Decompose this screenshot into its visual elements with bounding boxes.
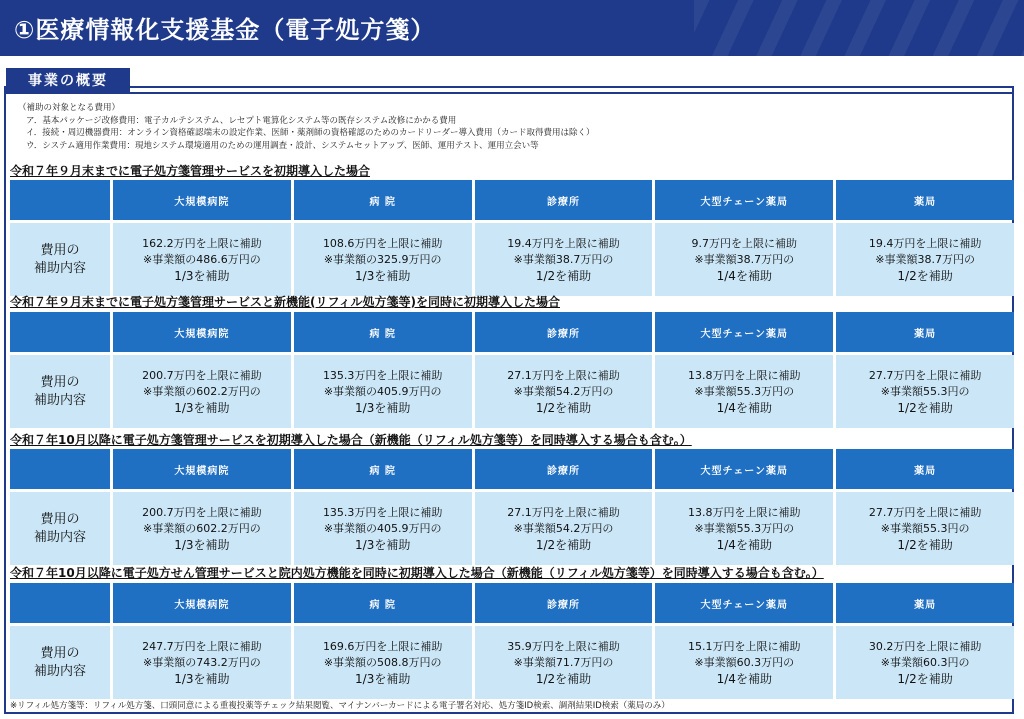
- base-text: ※事業額の508.8万円の: [323, 655, 442, 669]
- subsidy-cell: [113, 492, 291, 565]
- cap-text: 200.7万円を上限に補助: [142, 368, 262, 382]
- subsidy-table: [10, 449, 1014, 565]
- cap-text: 15.1万円を上限に補助: [688, 639, 801, 653]
- cap-text: 13.8万円を上限に補助: [688, 368, 801, 382]
- base-text: ※事業額の602.2万円の: [143, 384, 261, 398]
- page-title: ①医療情報化支援基金（電子処方箋）: [14, 16, 436, 44]
- rate-text: 1/2を補助: [535, 537, 592, 552]
- column-header: 大型チェーン薬局: [655, 180, 833, 220]
- base-text: ※事業額の405.9万円の: [323, 384, 442, 398]
- row-label: [10, 492, 110, 565]
- table-corner: [10, 180, 110, 220]
- cap-text: 162.2万円を上限に補助: [142, 236, 262, 250]
- column-header: 大型チェーン薬局: [655, 449, 833, 489]
- base-text: ※事業額38.7万円の: [513, 252, 614, 266]
- column-header: 大規模病院: [113, 449, 291, 489]
- subsidy-table: [10, 312, 1014, 428]
- cap-text: 19.4万円を上限に補助: [868, 236, 982, 250]
- column-header: 大型チェーン薬局: [655, 583, 833, 623]
- cap-text: 9.7万円を上限に補助: [691, 236, 798, 250]
- cap-text: 27.7万円を上限に補助: [868, 368, 982, 382]
- column-header: 大型チェーン薬局: [655, 312, 833, 352]
- rate-text: 1/3を補助: [174, 537, 230, 552]
- rate-text: 1/4を補助: [716, 537, 772, 552]
- rate-text: 1/2を補助: [897, 400, 953, 415]
- base-text: ※事業額55.3円の: [880, 521, 970, 535]
- rate-text: 1/3を補助: [174, 671, 230, 686]
- table-corner: [10, 583, 110, 623]
- title-decoration: [694, 0, 1024, 56]
- rate-text: 1/2を補助: [535, 400, 592, 415]
- cap-text: 27.1万円を上限に補助: [507, 368, 620, 382]
- base-text: ※事業額38.7万円の: [694, 252, 795, 266]
- subsidy-cell: [113, 355, 291, 428]
- column-header: 薬局: [836, 312, 1014, 352]
- subsidy-cell: [836, 223, 1014, 296]
- column-header: 病 院: [294, 583, 472, 623]
- section-tab: 事業の概要: [6, 68, 130, 94]
- base-text: ※事業額71.7万円の: [513, 655, 614, 669]
- row-label: [10, 355, 110, 428]
- table-corner: [10, 312, 110, 352]
- cap-text: 247.7万円を上限に補助: [142, 639, 262, 653]
- rate-text: 1/3を補助: [174, 400, 230, 415]
- section-heading: 令和７年９月末までに電子処方箋管理サービスと新機能(リフィル処方箋等)を同時に初期導入した場合: [10, 295, 561, 309]
- row-label: [10, 626, 110, 699]
- column-header: 大規模病院: [113, 180, 291, 220]
- rate-text: 1/4を補助: [716, 400, 772, 415]
- base-text: ※事業額60.3円の: [880, 655, 970, 669]
- rate-text: 1/3を補助: [355, 671, 411, 686]
- row-label-line: 費用の: [40, 374, 80, 390]
- cap-text: 13.8万円を上限に補助: [688, 505, 801, 519]
- column-header: 薬局: [836, 449, 1014, 489]
- column-header: 診療所: [475, 449, 653, 489]
- table-corner: [10, 449, 110, 489]
- rate-text: 1/3を補助: [355, 268, 411, 283]
- subsidy-table: [10, 583, 1014, 699]
- subsidy-cell: [113, 223, 291, 296]
- tab-underline: [130, 92, 1014, 94]
- cap-text: 135.3万円を上限に補助: [322, 368, 443, 382]
- subsidy-table: [10, 180, 1014, 296]
- subsidy-cell: [655, 355, 833, 428]
- base-text: ※事業額54.2万円の: [513, 521, 614, 535]
- base-text: ※事業額の325.9万円の: [323, 252, 442, 266]
- subsidy-cell: [655, 492, 833, 565]
- subsidy-cell: [294, 355, 472, 428]
- cap-text: 27.7万円を上限に補助: [868, 505, 982, 519]
- rate-text: 1/2を補助: [897, 268, 953, 283]
- column-header: 病 院: [294, 180, 472, 220]
- rate-text: 1/4を補助: [716, 268, 772, 283]
- column-header: 診療所: [475, 180, 653, 220]
- section-heading: 令和７年９月末までに電子処方箋管理サービスを初期導入した場合: [10, 164, 371, 178]
- rate-text: 1/4を補助: [716, 671, 772, 686]
- rate-text: 1/3を補助: [174, 268, 230, 283]
- row-label: [10, 223, 110, 296]
- base-text: ※事業額54.2万円の: [513, 384, 614, 398]
- column-header: 診療所: [475, 312, 653, 352]
- subsidy-cell: [475, 355, 653, 428]
- column-header: 病 院: [294, 449, 472, 489]
- eligible-costs-notes: [18, 102, 595, 152]
- subsidy-cell: [294, 223, 472, 296]
- cap-text: 35.9万円を上限に補助: [507, 639, 620, 653]
- notes-heading: （補助の対象となる費用）: [18, 103, 121, 113]
- title-bar: [0, 0, 1024, 56]
- subsidy-cell: [655, 223, 833, 296]
- notes-item: ウ．システム適用作業費用：現地システム環境適用のための運用調査・設計、システムセットアップ、医師、運用テスト、運用立会い等: [26, 140, 539, 151]
- base-text: ※事業額の602.2万円の: [143, 521, 261, 535]
- notes-item: ア．基本パッケージ改修費用：電子カルテシステム、レセプト電算化システム等の既存システム改修にかかる費用: [26, 115, 457, 126]
- rate-text: 1/2を補助: [897, 537, 953, 552]
- cap-text: 27.1万円を上限に補助: [507, 505, 620, 519]
- base-text: ※事業額の486.6万円の: [143, 252, 261, 266]
- base-text: ※事業額55.3万円の: [694, 521, 795, 535]
- subsidy-cell: [836, 626, 1014, 699]
- base-text: ※事業額38.7万円の: [875, 252, 975, 266]
- column-header: 薬局: [836, 583, 1014, 623]
- subsidy-cell: [475, 492, 653, 565]
- base-text: ※事業額55.3万円の: [694, 384, 795, 398]
- column-header: 病 院: [294, 312, 472, 352]
- row-label-line: 補助内容: [33, 663, 86, 679]
- subsidy-cell: [294, 492, 472, 565]
- column-header: 大規模病院: [113, 312, 291, 352]
- cap-text: 135.3万円を上限に補助: [322, 505, 443, 519]
- cap-text: 200.7万円を上限に補助: [142, 505, 262, 519]
- row-label-line: 費用の: [40, 242, 80, 258]
- rate-text: 1/2を補助: [897, 671, 953, 686]
- row-label-line: 費用の: [40, 511, 80, 527]
- base-text: ※事業額の743.2万円の: [143, 655, 261, 669]
- cap-text: 169.6万円を上限に補助: [322, 639, 443, 653]
- rate-text: 1/2を補助: [535, 268, 592, 283]
- subsidy-cell: [836, 492, 1014, 565]
- column-header: 薬局: [836, 180, 1014, 220]
- base-text: ※事業額55.3円の: [880, 384, 970, 398]
- cap-text: 30.2万円を上限に補助: [868, 639, 982, 653]
- row-label-line: 補助内容: [33, 529, 86, 545]
- section-heading: 令和７年10月以降に電子処方せん管理サービスと院内処方機能を同時に初期導入した場合（新機能（リフィル処方箋等）を同時導入する場合も含む。）: [10, 566, 824, 580]
- subsidy-cell: [836, 355, 1014, 428]
- rate-text: 1/2を補助: [535, 671, 592, 686]
- subsidy-cell: [475, 626, 653, 699]
- cap-text: 108.6万円を上限に補助: [322, 236, 443, 250]
- base-text: ※事業額の405.9万円の: [323, 521, 442, 535]
- section-heading: 令和７年10月以降に電子処方箋管理サービスを初期導入した場合（新機能（リフィル処方箋等）を同時導入する場合も含む。）: [10, 433, 692, 447]
- footnote: ※リフィル処方箋等：リフィル処方箋、口頭同意による重複投薬等チェック結果閲覧、マイナンバーカードによる電子署名対応、処方箋ID検索、調剤結果ID検索（薬局のみ）: [10, 701, 670, 711]
- rate-text: 1/3を補助: [355, 537, 411, 552]
- subsidy-cell: [655, 626, 833, 699]
- rate-text: 1/3を補助: [355, 400, 411, 415]
- column-header: 診療所: [475, 583, 653, 623]
- column-header: 大規模病院: [113, 583, 291, 623]
- row-label-line: 補助内容: [33, 260, 86, 276]
- subsidy-cell: [294, 626, 472, 699]
- subsidy-cell: [475, 223, 653, 296]
- notes-item: イ．接続・周辺機器費用：オンライン資格確認端末の設定作業、医師・薬剤師の資格確認のためのカードリーダー導入費用（カード取得費用は除く）: [26, 128, 595, 138]
- row-label-line: 補助内容: [33, 392, 86, 408]
- base-text: ※事業額60.3万円の: [694, 655, 795, 669]
- row-label-line: 費用の: [40, 645, 80, 661]
- subsidy-cell: [113, 626, 291, 699]
- cap-text: 19.4万円を上限に補助: [507, 236, 620, 250]
